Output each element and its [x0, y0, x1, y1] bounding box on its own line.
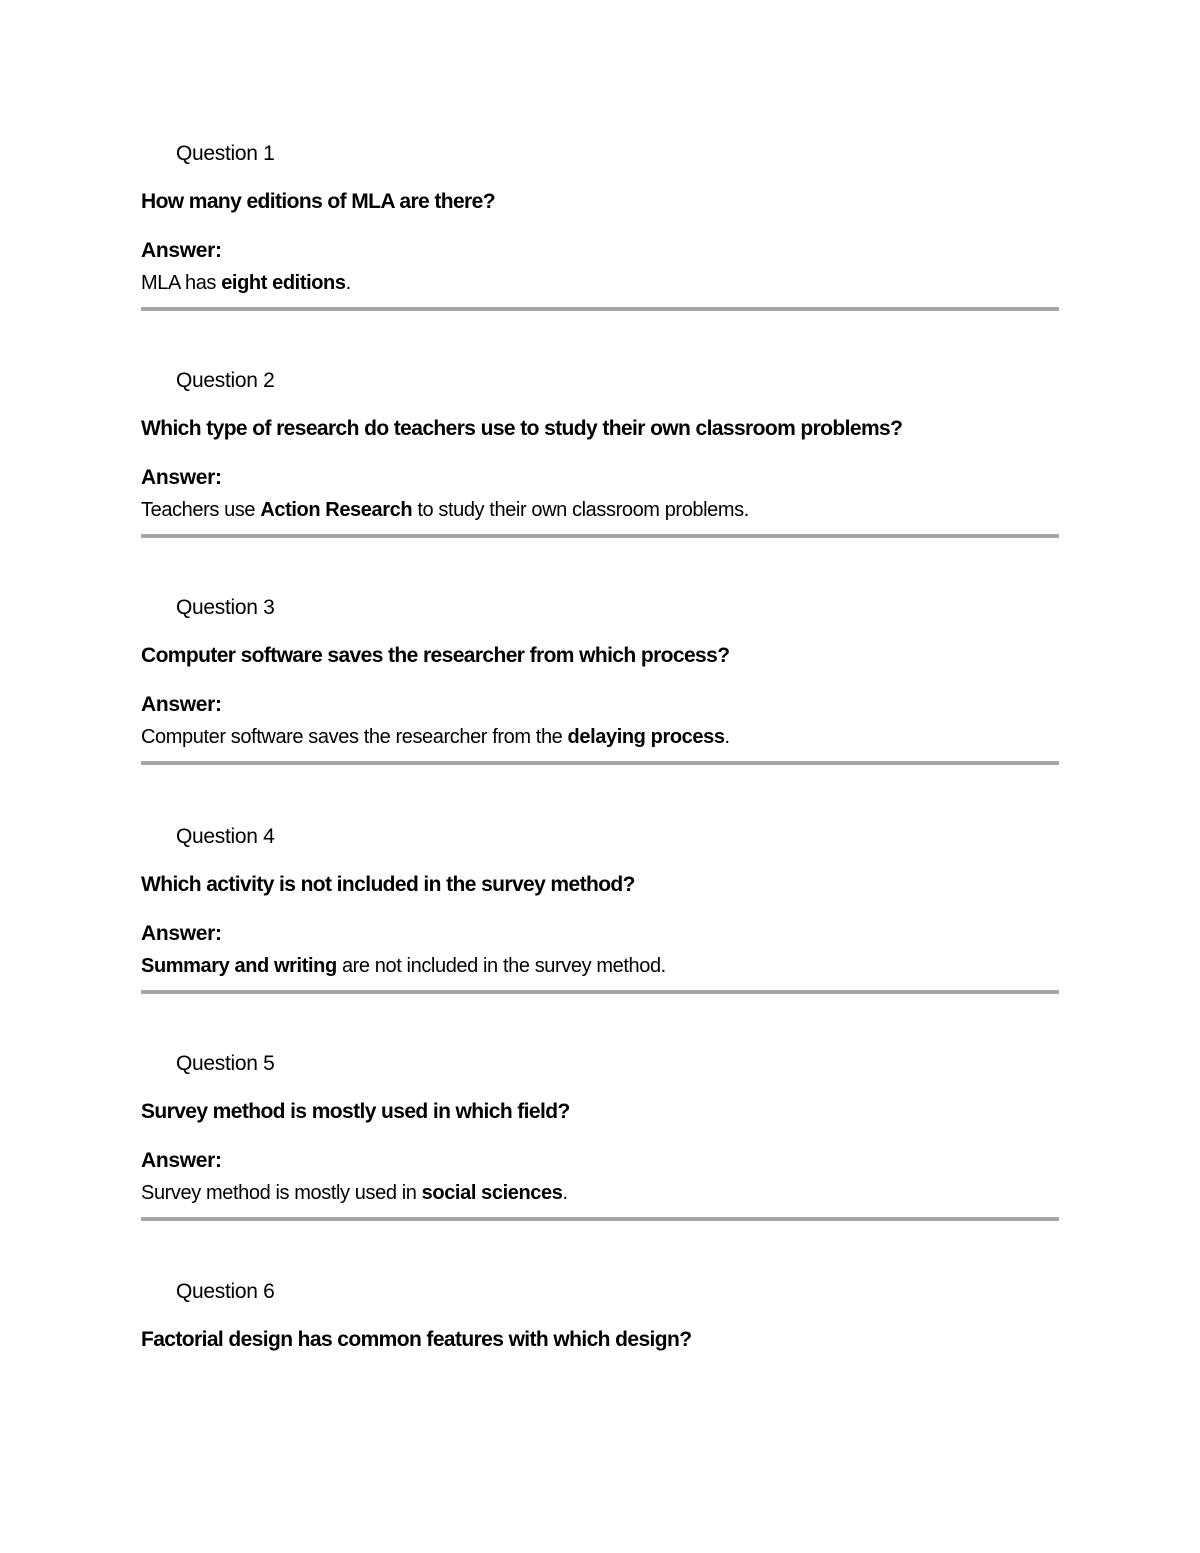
answer-label: Answer:	[141, 239, 222, 262]
answer-text	[141, 272, 351, 295]
question-text: Survey method is mostly used in which field?	[141, 1100, 570, 1123]
answer-text-start: MLA has	[141, 272, 222, 294]
answer-label: Answer:	[141, 466, 222, 489]
answer-key-term: Summary and writing	[141, 955, 337, 977]
answer-label: Answer:	[141, 1149, 222, 1172]
question-number: Question 2	[176, 369, 275, 392]
answer-text-start: Computer software saves the researcher from the	[141, 726, 568, 748]
section-divider	[141, 307, 1059, 311]
question-text: How many editions of MLA are there?	[141, 190, 495, 213]
section-divider	[141, 1217, 1059, 1221]
answer-text-end: to study their own classroom problems.	[412, 499, 749, 521]
question-number: Question 5	[176, 1052, 275, 1075]
answer-key-term: eight editions	[221, 272, 346, 294]
question-text: Computer software saves the researcher from which process?	[141, 644, 730, 667]
answer-text	[141, 726, 730, 749]
answer-text-end: .	[724, 726, 730, 748]
section-divider	[141, 990, 1059, 994]
question-number: Question 6	[176, 1280, 275, 1303]
question-text: Which type of research do teachers use to study their own classroom problems?	[141, 417, 903, 440]
answer-key-term: Action Research	[260, 499, 413, 521]
answer-text	[141, 1182, 568, 1205]
question-number: Question 4	[176, 825, 275, 848]
answer-text-start: Survey method is mostly used in	[141, 1182, 422, 1204]
answer-text-end: .	[345, 272, 351, 294]
answer-label: Answer:	[141, 693, 222, 716]
question-text: Factorial design has common features with which design?	[141, 1328, 692, 1351]
answer-text-start: Teachers use	[141, 499, 261, 521]
question-text: Which activity is not included in the survey method?	[141, 873, 635, 896]
question-number: Question 1	[176, 142, 275, 165]
answer-text	[141, 955, 666, 978]
answer-text-end: are not included in the survey method.	[336, 955, 666, 977]
question-number: Question 3	[176, 596, 275, 619]
section-divider	[141, 534, 1059, 538]
answer-key-term: social sciences	[421, 1182, 563, 1204]
answer-key-term: delaying process	[567, 726, 725, 748]
answer-text	[141, 499, 749, 522]
answer-text-end: .	[562, 1182, 568, 1204]
section-divider	[141, 761, 1059, 765]
answer-label: Answer:	[141, 922, 222, 945]
